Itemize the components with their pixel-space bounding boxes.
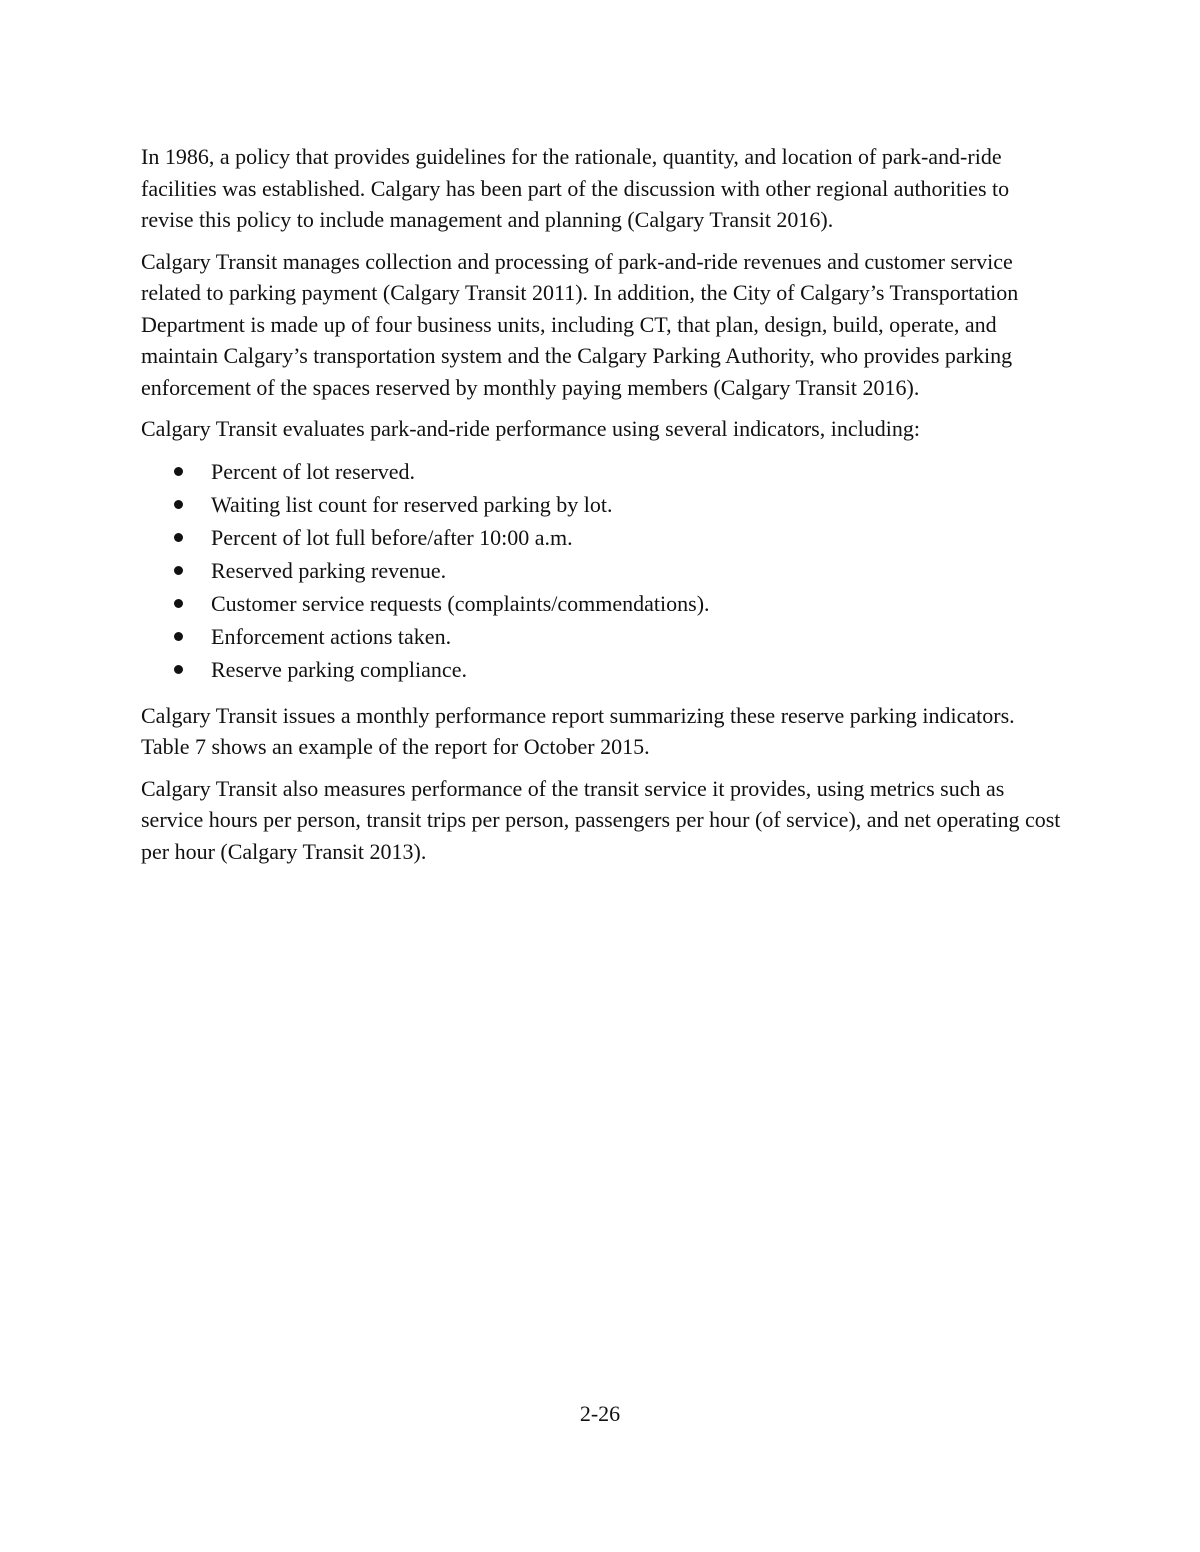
list-item [141, 620, 1061, 653]
bullet-icon [174, 599, 183, 608]
list-item [141, 521, 1061, 554]
bullet-icon [174, 467, 183, 476]
list-item-text: Percent of lot full before/after 10:00 a.m. [211, 524, 573, 550]
bullet-icon [174, 533, 183, 542]
list-item [141, 455, 1061, 488]
bullet-icon [174, 665, 183, 674]
list-item-text: Reserve parking compliance. [211, 656, 467, 682]
list-item-text: Reserved parking revenue. [211, 557, 447, 583]
indicator-list [141, 455, 1061, 686]
paragraph-service-metrics: Calgary Transit also measures performance of the transit service it provides, using metrics such as service hours per person, transit trips per person, passengers per hour (of service), and net operating cost per hour (Calgary Transit 2013). [141, 775, 1061, 864]
bullet-icon [174, 500, 183, 509]
list-item [141, 554, 1061, 587]
list-item [141, 653, 1061, 686]
list-item-text: Enforcement actions taken. [211, 623, 452, 649]
paragraph-monthly-report: Calgary Transit issues a monthly performance report summarizing these reserve parking indicators. Table 7 shows an example of the report for October 2015. [141, 702, 1015, 759]
list-item-text: Customer service requests (complaints/commendations). [211, 590, 710, 616]
paragraph-indicators-intro: Calgary Transit evaluates park-and-ride performance using several indicators, including: [141, 416, 920, 441]
body-text [141, 141, 1061, 877]
page-number: 2-26 [579, 1401, 621, 1426]
list-item-text: Waiting list count for reserved parking by lot. [211, 491, 613, 517]
paragraph-policy-history: In 1986, a policy that provides guidelines for the rationale, quantity, and location of park-and-ride facilities was established. Calgary has been part of the discussion with other regional authorities to revise this policy to include management and planning (Calgary Transit 2016). [141, 144, 1010, 232]
bullet-icon [174, 632, 183, 641]
paragraph-revenue-management: Calgary Transit manages collection and processing of park-and-ride revenues and customer service related to parking payment (Calgary Transit 2011). In addition, the City of Calgary’s Transportation Department is made up of four business units, including CT, that plan, design, build, operate, and maintain Calgary’s transportation system and the Calgary Parking Authority, who provides parking enforcement of the spaces reserved by monthly paying members (Calgary Transit 2016). [141, 248, 1019, 400]
list-item [141, 488, 1061, 521]
list-item [141, 587, 1061, 620]
bullet-icon [174, 566, 183, 575]
list-item-text: Percent of lot reserved. [211, 458, 416, 484]
